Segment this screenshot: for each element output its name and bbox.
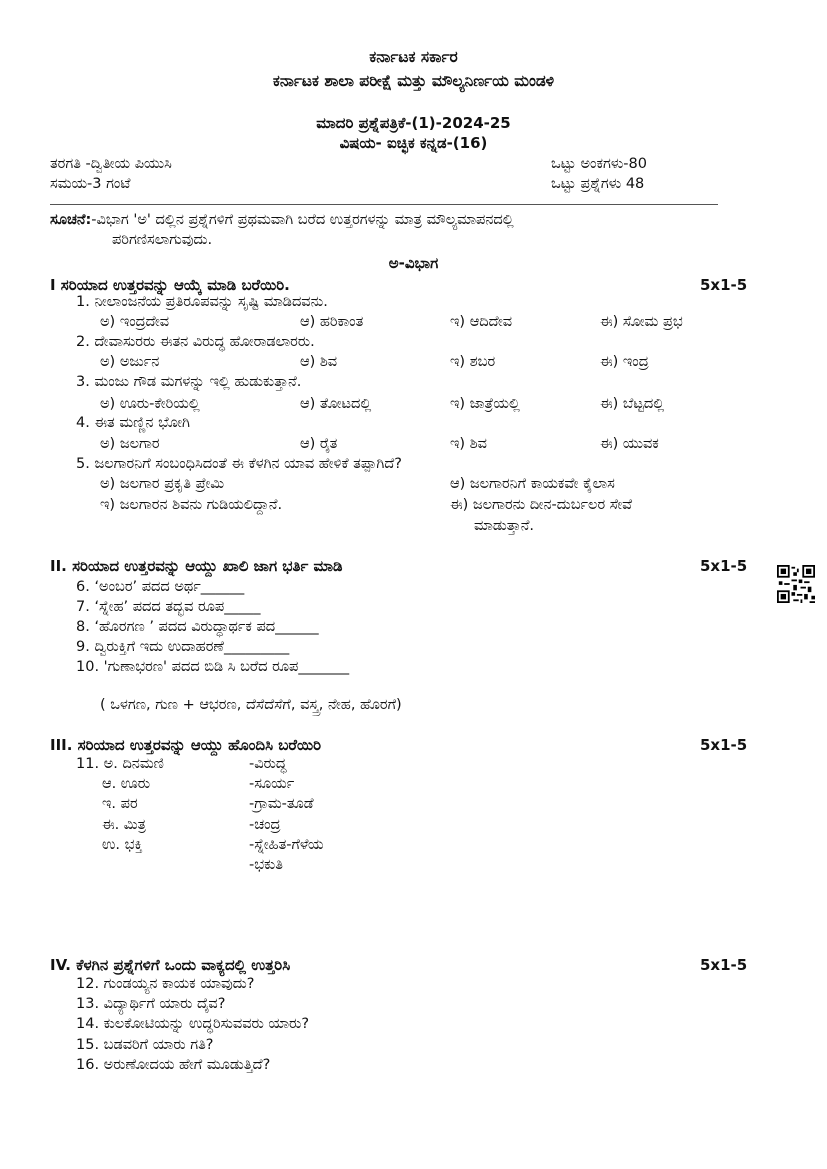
match-left-2: ಆ. ಊರು <box>102 776 151 792</box>
total-questions: ಒಟ್ಟು ಪ್ರಶ್ನೆಗಳು 48 <box>551 176 645 192</box>
total-marks: ಒಟ್ಟು ಅಂಕಗಳು-80 <box>551 156 647 172</box>
match-right-6: -ಭಕುತಿ <box>249 857 283 873</box>
section4-title: IV. ಕೆಳಗಿನ ಪ್ರಶ್ನೆಗಳಿಗೆ ಒಂದು ವಾಕ್ಯದಲ್ಲಿ ಉತ್ತರಿಸಿ <box>50 956 291 974</box>
time-label: ಸಮಯ-3 ಗಂಟೆ <box>50 176 131 192</box>
match-right-5: -ಸ್ನೇಹಿತ-ಗೆಳೆಯ <box>249 837 324 853</box>
header-divider <box>50 204 718 205</box>
question-6: 6. ‘ಅಂಬರ’ ಪದದ ಅರ್ಥ______ <box>76 579 245 595</box>
q2-option-d: ಈ) ಇಂದ್ರ <box>600 354 649 370</box>
question-9: 9. ದ್ವಿರುಕ್ತಿಗೆ ಇದು ಉದಾಹರಣೆ_________ <box>76 639 290 655</box>
question-2: 2. ದೇವಾಸುರರು ಈತನ ವಿರುದ್ಧ ಹೋರಾಡಲಾರರು. <box>76 334 315 350</box>
section2-marks: 5x1-5 <box>700 557 748 575</box>
instruction-text: -ವಿಭಾಗ 'ಅ' ದಲ್ಲಿನ ಪ್ರಶ್ನೆಗಳಿಗೆ ಪ್ರಥಮವಾಗಿ ಬರೆದ ಉತ್ತರಗಳನ್ನು ಮಾತ್ರ ಮೌಲ್ಯಮಾಪನದಲ್ಲಿ <box>91 212 514 228</box>
q1-option-d: ಈ) ಸೋಮ ಪ್ರಭ <box>600 314 683 330</box>
question-4: 4. ಈತ ಮಣ್ಣಿನ ಭೋಗಿ <box>76 415 190 431</box>
question-16: 16. ಅರುಣೋದಯ ಹೇಗೆ ಮೂಡುತ್ತಿದೆ? <box>76 1057 271 1073</box>
section3-marks: 5x1-5 <box>700 736 748 754</box>
question-10: 10. 'ಗುಣಾಭರಣ' ಪದದ ಬಿಡಿ ಸಿ ಬರೆದ ರೂಪ_______ <box>76 659 350 675</box>
q5-option-b: ಆ) ಜಲಗಾರನಿಗೆ ಕಾಯಕವೇ ಕೈಲಾಸ <box>450 476 615 492</box>
govt-title: ಕರ್ನಾಟಕ ಸರ್ಕಾರ <box>369 48 458 66</box>
instruction-label: ಸೂಚನೆ: <box>50 212 92 228</box>
match-left-3: ಇ. ಪರ <box>102 796 138 812</box>
q3-option-c: ಇ) ಜಾತ್ರೆಯಲ್ಲಿ <box>450 396 520 412</box>
section2-hint: ( ಒಳಗಣ, ಗುಣ + ಆಭರಣ, ದೆಸೆದೆಸೆಗೆ, ವಸ್ತ್ರ, ನೇಹ, ಹೊರಗೆ) <box>100 697 402 713</box>
question-15: 15. ಬಡವರಿಗೆ ಯಾರು ಗತಿ? <box>76 1037 214 1053</box>
question-12: 12. ಗುಂಡಯ್ಯನ ಕಾಯಕ ಯಾವುದು? <box>76 976 255 992</box>
section1-marks: 5x1-5 <box>700 276 748 294</box>
section3-title: III. ಸರಿಯಾದ ಉತ್ತರವನ್ನು ಆಯ್ದು ಹೊಂದಿಸಿ ಬರೆಯಿರಿ <box>50 736 321 754</box>
match-right-3: -ಗ್ರಾಮ-ತೂಡೆ <box>249 796 314 812</box>
q5-option-c: ಇ) ಜಲಗಾರನ ಶಿವನು ಗುಡಿಯಲಿದ್ದಾನೆ. <box>100 497 283 513</box>
q3-option-a: ಅ) ಊರು-ಕೇರಿಯಲ್ಲಿ <box>100 396 200 412</box>
q5-option-d: ಈ) ಜಲಗಾರನು ದೀನ-ದುರ್ಬಲರ ಸೇವೆ <box>450 497 633 513</box>
q3-option-d: ಈ) ಬೆಟ್ಟದಲ್ಲಿ <box>600 396 665 412</box>
match-left-5: ಉ. ಭಕ್ತಿ <box>102 837 143 853</box>
q4-option-c: ಇ) ಶಿವ <box>450 436 487 452</box>
paper-title: ಮಾದರಿ ಪ್ರಶ್ನೆಪತ್ರಿಕೆ-(1)-2024-25 <box>316 114 511 132</box>
q2-option-a: ಅ) ಅರ್ಜುನ <box>100 354 160 370</box>
board-title: ಕರ್ನಾಟಕ ಶಾಲಾ ಪರೀಕ್ಷೆ ಮತ್ತು ಮೌಲ್ಯನಿರ್ಣಯ ಮಂಡಳಿ <box>272 72 555 90</box>
q1-option-b: ಆ) ಹರಿಕಾಂತ <box>300 314 364 330</box>
question-7: 7. ‘ಸ್ನೇಹ’ ಪದದ ತದ್ಭವ ರೂಪ_____ <box>76 599 261 615</box>
q3-option-b: ಆ) ತೋಟದಲ್ಲಿ <box>300 396 372 412</box>
instruction-line2: ಪರಿಗಣಿಸಲಾಗುವುದು. <box>112 232 213 248</box>
section4-marks: 5x1-5 <box>700 956 748 974</box>
q4-option-d: ಈ) ಯುವಕ <box>600 436 659 452</box>
q1-option-a: ಅ) ಇಂದ್ರದೇವ <box>100 314 170 330</box>
match-left-4: ಈ. ಮಿತ್ರ <box>102 817 146 833</box>
q4-option-a: ಅ) ಜಲಗಾರ <box>100 436 160 452</box>
q2-option-b: ಆ) ಶಿವ <box>300 354 338 370</box>
q5-option-a: ಅ) ಜಲಗಾರ ಪ್ರಕೃತಿ ಪ್ರೇಮಿ <box>100 476 225 492</box>
question-8: 8. ‘ಹೊರಗಣ ’ ಪದದ ವಿರುದ್ಧಾರ್ಥಕ ಪದ______ <box>76 619 319 635</box>
match-right-1: -ವಿರುದ್ಧ <box>249 756 287 772</box>
match-left-1: 11. ಅ. ದಿನಮಣಿ <box>76 756 164 772</box>
match-right-2: -ಸೂರ್ಯ <box>249 776 295 792</box>
section1-title: I ಸರಿಯಾದ ಉತ್ತರವನ್ನು ಆಯ್ಕೆ ಮಾಡಿ ಬರೆಯಿರಿ. <box>50 276 290 294</box>
q2-option-c: ಇ) ಶಬರ <box>450 354 496 370</box>
qr-code-icon <box>777 565 815 603</box>
instruction-line1 <box>50 212 514 228</box>
q1-option-c: ಇ) ಆದಿದೇವ <box>450 314 513 330</box>
section2-title: II. ಸರಿಯಾದ ಉತ್ತರವನ್ನು ಆಯ್ದು ಖಾಲಿ ಜಾಗ ಭರ್ತಿ ಮಾಡಿ <box>50 557 343 575</box>
question-3: 3. ಮಂಜು ಗೌಡ ಮಗಳನ್ನು ಇಲ್ಲಿ ಹುಡುಕುತ್ತಾನೆ. <box>76 374 302 390</box>
question-5: 5. ಜಲಗಾರನಿಗೆ ಸಂಬಂಧಿಸಿದಂತೆ ಈ ಕೆಳಗಿನ ಯಾವ ಹೇಳಿಕೆ ತಪ್ಪಾಗಿದೆ? <box>76 456 402 472</box>
q4-option-b: ಆ) ರೈತ <box>300 436 338 452</box>
question-1: 1. ನೀಲಾಂಜನೆಯ ಪ್ರತಿರೂಪವನ್ನು ಸೃಷ್ಟಿ ಮಾಡಿದವನು. <box>76 294 328 310</box>
subject-title: ವಿಷಯ- ಐಚ್ಛಿಕ ಕನ್ನಡ-(16) <box>339 134 488 152</box>
match-right-4: -ಚಂದ್ರ <box>249 817 281 833</box>
division-title: ಅ-ವಿಭಾಗ <box>388 254 439 272</box>
q5-option-d-cont: ಮಾಡುತ್ತಾನೆ. <box>474 518 535 534</box>
class-label: ತರಗತಿ -ದ್ವಿತೀಯ ಪಿಯುಸಿ <box>50 156 172 172</box>
question-13: 13. ವಿದ್ಯಾರ್ಥಿಗೆ ಯಾರು ದೈವ? <box>76 996 226 1012</box>
question-14: 14. ಕುಲಕೋಟಿಯನ್ನು ಉದ್ಧರಿಸುವವರು ಯಾರು? <box>76 1016 310 1032</box>
